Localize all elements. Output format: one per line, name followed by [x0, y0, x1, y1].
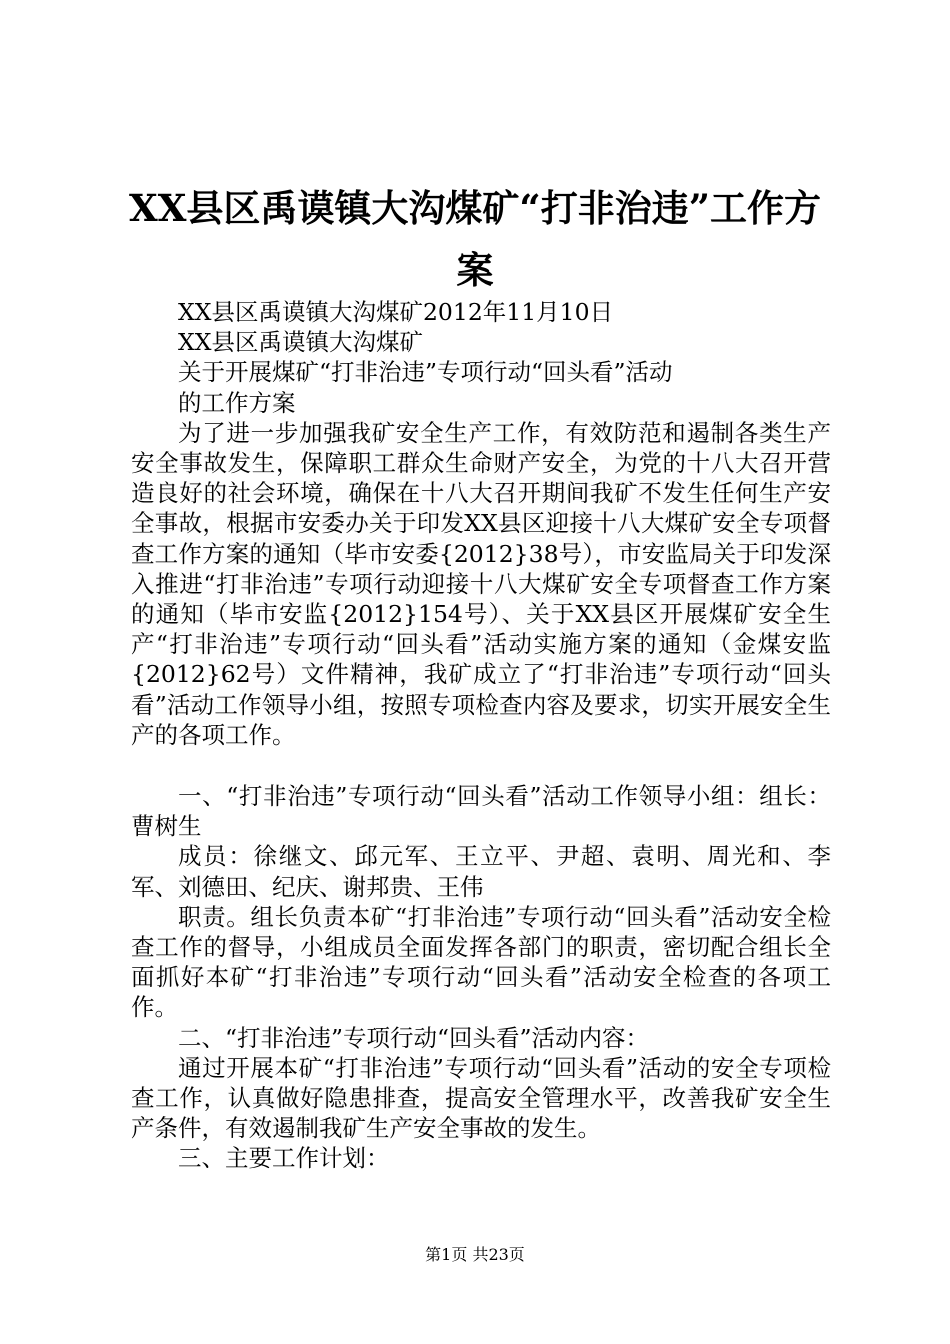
paragraph-spacer	[131, 750, 831, 781]
section-1-heading: 一、“打非治违”专项行动“回头看”活动工作领导小组：组长：曹树生	[131, 782, 831, 841]
paragraph-members: 成员：徐继文、邱元军、王立平、尹超、袁明、周光和、李军、刘德田、纪庆、谢邦贵、王伟	[131, 842, 831, 901]
paragraph-intro: 为了进一步加强我矿安全生产工作，有效防范和遏制各类生产安全事故发生，保障职工群众生命财产安全，为党的十八大召开营造良好的社会环境，确保在十八大召开期间我矿不发生任何生产安全事故，根据市安委办关于印发XX县区迎接十八大煤矿安全专项督查工作方案的通知（毕市安委{2012}38号），市安监局关于印发深入推进“打非治违”专项行动迎接十八大煤矿安全专项督查工作方案的通知（毕市安监{2012}154号）、关于XX县区开展煤矿安全生产“打非治违”专项行动“回头看”活动实施方案的通知（金煤安监{2012}62号）文件精神，我矿成立了“打非治违”专项行动“回头看”活动工作领导小组，按照专项检查内容及要求，切实开展安全生产的各项工作。	[131, 418, 831, 749]
document-title-line-1: XX县区禹谟镇大沟煤矿“打非治违”工作方	[129, 186, 821, 230]
header-line-date: XX县区禹谟镇大沟煤矿2012年11月10日	[178, 298, 614, 326]
document-title-line-2: 案	[456, 248, 494, 292]
section-3-heading: 三、主要工作计划：	[178, 1144, 390, 1173]
paragraph-content: 通过开展本矿“打非治违”专项行动“回头看”活动的安全专项检查工作，认真做好隐患排查，提高安全管理水平，改善我矿安全生产条件，有效遏制我矿生产安全事故的发生。	[131, 1053, 831, 1143]
section-2-heading: 二、“打非治违”专项行动“回头看”活动内容：	[178, 1023, 650, 1052]
header-line-subject-1: 关于开展煤矿“打非治违”专项行动“回头看”活动	[178, 358, 673, 387]
page-footer: 第1页 共23页	[425, 1245, 525, 1264]
document-body	[131, 297, 831, 1174]
header-line-issuer: XX县区禹谟镇大沟煤矿	[178, 328, 423, 357]
paragraph-duties: 职责。组长负责本矿“打非治违”专项行动“回头看”活动安全检查工作的督导，小组成员全面发挥各部门的职责，密切配合组长全面抓好本矿“打非治违”专项行动“回头看”活动安全检查的各项工作。	[131, 902, 831, 1022]
header-line-subject-2: 的工作方案	[178, 388, 296, 417]
